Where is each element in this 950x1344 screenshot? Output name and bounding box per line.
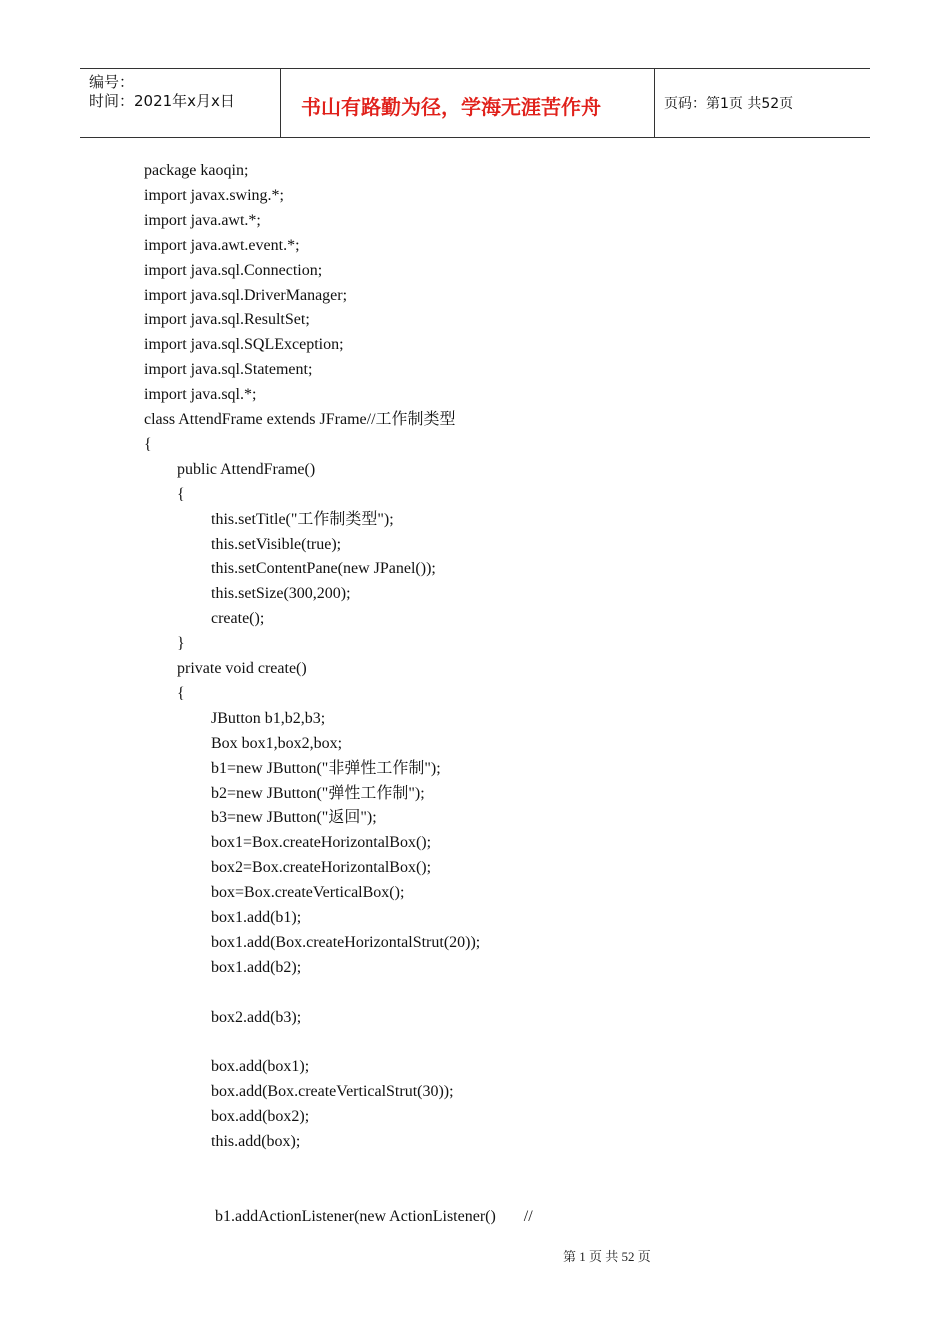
code-line: b2=new JButton("弹性工作制"); bbox=[211, 784, 425, 802]
code-line: b1=new JButton("非弹性工作制"); bbox=[211, 759, 441, 777]
code-line: import java.sql.DriverManager; bbox=[144, 286, 348, 304]
code-line: b1.addActionListener(new ActionListener() // bbox=[215, 1207, 533, 1225]
code-line: JButton b1,b2,b3; bbox=[211, 709, 326, 727]
code-line: private void create() bbox=[177, 660, 307, 677]
code-line: box2.add(b3); bbox=[211, 1008, 302, 1026]
code-line: box.add(box1); bbox=[211, 1058, 310, 1076]
page-header bbox=[80, 68, 870, 138]
code-line: box1.add(b1); bbox=[211, 909, 302, 926]
code-line: import java.awt.event.*; bbox=[144, 236, 300, 254]
motto-text: 书山有路勤为径，学海无涯苦作舟 bbox=[301, 95, 601, 119]
header-page-cell bbox=[655, 69, 870, 137]
code-line: import java.sql.*; bbox=[144, 386, 257, 404]
code-line: this.setContentPane(new JPanel()); bbox=[211, 560, 436, 578]
code-line: box.add(box2); bbox=[211, 1108, 310, 1126]
code-line: this.setVisible(true); bbox=[211, 535, 342, 553]
code-line: class AttendFrame extends JFrame//工作制类型 bbox=[144, 411, 456, 428]
code-line: import java.awt.*; bbox=[144, 211, 261, 229]
code-line: Box box1,box2,box; bbox=[211, 734, 343, 752]
code-line: { bbox=[177, 684, 185, 702]
page-code: 页码：第1页 共52页 bbox=[664, 96, 794, 112]
code-line: import java.sql.ResultSet; bbox=[144, 311, 310, 329]
code-line: box1.add(Box.createHorizontalStrut(20)); bbox=[211, 933, 481, 951]
header-motto-cell bbox=[281, 69, 655, 137]
serial-label: 编号： bbox=[89, 73, 135, 91]
code-line: create(); bbox=[211, 610, 265, 628]
code-line: box.add(Box.createVerticalStrut(30)); bbox=[211, 1083, 454, 1101]
code-line: box1.add(b2); bbox=[211, 958, 302, 976]
code-line: this.setTitle("工作制类型"); bbox=[211, 510, 394, 528]
code-line: box1=Box.createHorizontalBox(); bbox=[211, 834, 432, 852]
code-line: { bbox=[144, 435, 152, 453]
code-line: import javax.swing.*; bbox=[144, 186, 284, 204]
code-line: { bbox=[177, 485, 185, 503]
code-line: this.setSize(300,200); bbox=[211, 585, 351, 603]
code-line: } bbox=[177, 635, 185, 653]
time-label: 时间：2021年x月x日 bbox=[89, 92, 235, 110]
code-line: public AttendFrame() bbox=[177, 460, 316, 478]
header-info-cell bbox=[80, 69, 281, 137]
code-line: this.add(box); bbox=[211, 1133, 301, 1151]
code-line: box2=Box.createHorizontalBox(); bbox=[211, 859, 432, 877]
code-line: b3=new JButton("返回"); bbox=[211, 809, 377, 827]
code-line: import java.sql.Connection; bbox=[144, 261, 323, 279]
code-line: import java.sql.Statement; bbox=[144, 361, 313, 379]
code-line: import java.sql.SQLException; bbox=[144, 336, 344, 354]
code-line: box=Box.createVerticalBox(); bbox=[211, 884, 405, 902]
page-footer: 第 1 页 共 52 页 bbox=[563, 1249, 651, 1264]
code-line: package kaoqin; bbox=[144, 162, 249, 179]
